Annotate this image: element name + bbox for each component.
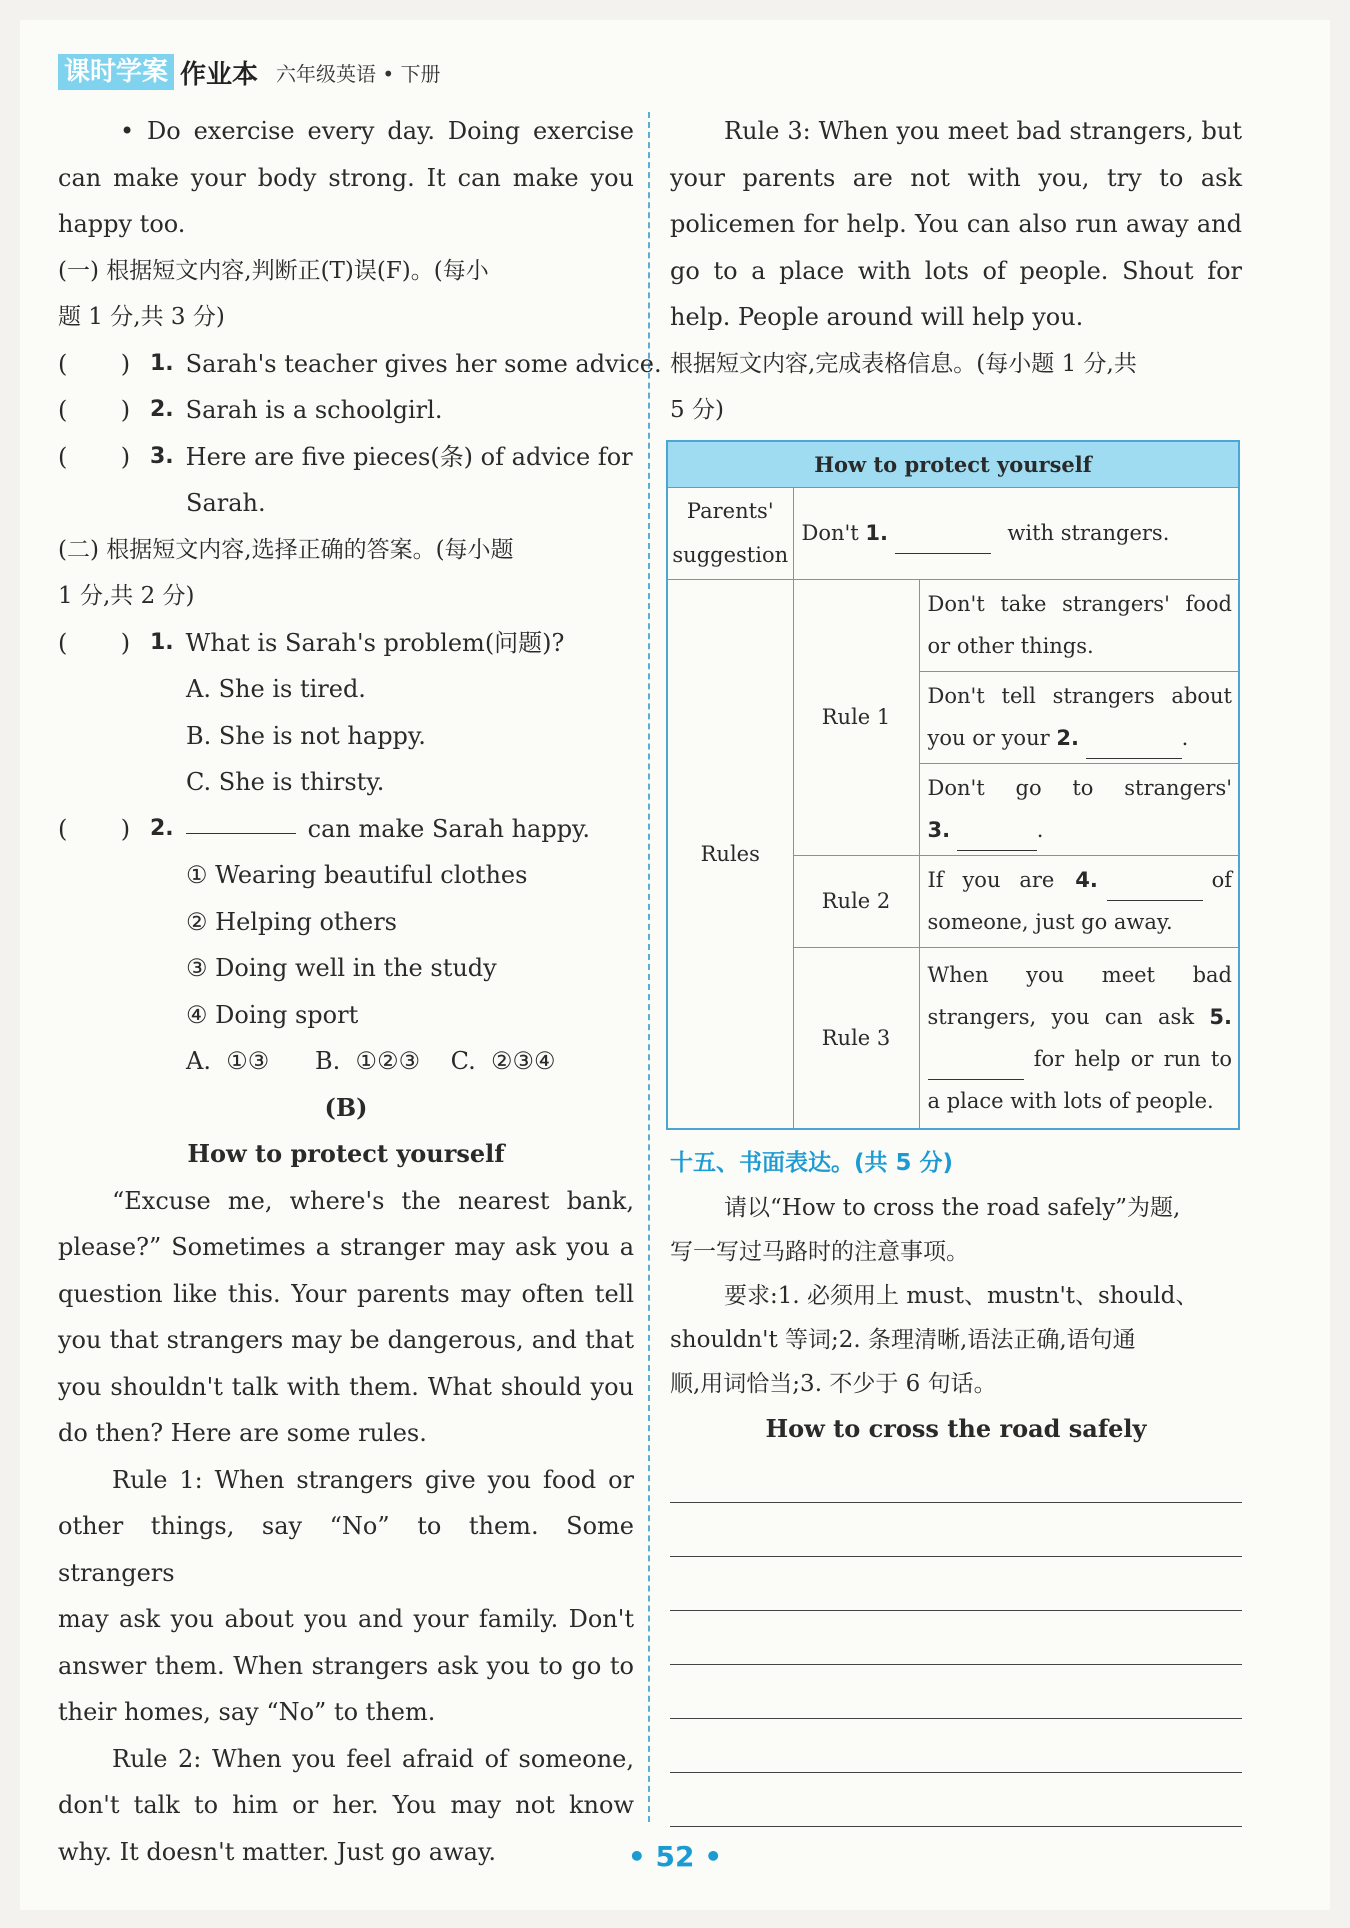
blank-number: 5. xyxy=(1209,1004,1232,1029)
passage-line: policemen for help. You can also run away and xyxy=(670,210,1242,238)
passage-line: their homes, say “No” to them. xyxy=(58,1698,436,1726)
passage-line: don't talk to him or her. You may not know xyxy=(58,1791,634,1819)
option: C. She is thirsty. xyxy=(186,768,385,796)
question-number: 1. xyxy=(150,629,174,655)
text-line: happy too. xyxy=(58,210,186,238)
option: ③ Doing well in the study xyxy=(186,954,497,982)
writing-requirement: shouldn't 等词;2. 条理清晰,语法正确,语句通 xyxy=(670,1327,1136,1353)
question-text: Here are five pieces(条) of advice for xyxy=(185,442,633,471)
cell-text: Don't tell strangers about you or your xyxy=(927,684,1232,750)
rule-1b-cell: Don't tell strangers about you or your 2. . xyxy=(919,671,1239,763)
section-heading: 题 1 分,共 3 分) xyxy=(58,304,225,330)
cell-text: If you are xyxy=(927,868,1055,892)
passage-line: you shouldn't talk with them. What should you xyxy=(58,1372,634,1401)
workbook-label: 作业本 xyxy=(180,59,259,90)
answer-blank[interactable] xyxy=(186,806,296,834)
writing-requirement: 要求:1. 必须用上 must、mustn't、should、 xyxy=(724,1283,1199,1309)
writing-line[interactable] xyxy=(670,1502,1242,1503)
writing-line[interactable] xyxy=(670,1664,1242,1665)
cell-text: Don't go to strangers' xyxy=(927,776,1232,800)
question-text-cont: Sarah. xyxy=(186,489,266,517)
text-line: • Do exercise every day. Doing exercise xyxy=(120,117,634,145)
option: A. She is tired. xyxy=(186,675,366,703)
passage-line: Rule 3: When you meet bad strangers, but xyxy=(724,117,1242,145)
question-text: What is Sarah's problem(问题)? xyxy=(185,628,565,657)
instruction: 5 分) xyxy=(670,397,724,423)
passage-line: question like this. Your parents may often tell xyxy=(58,1279,634,1308)
passage-line: “Excuse me, where's the nearest bank, xyxy=(112,1186,634,1215)
text-line: can make your body strong. It can make you xyxy=(58,163,634,192)
rule-3-cell xyxy=(919,947,1239,1129)
writing-line[interactable] xyxy=(670,1826,1242,1827)
question-number: 2. xyxy=(150,815,174,841)
part-label: (B) xyxy=(324,1092,368,1122)
rule-1c-cell: Don't go to strangers' 3. . xyxy=(919,763,1239,855)
header xyxy=(58,52,441,92)
answer-blank[interactable] xyxy=(928,1056,1024,1080)
question-number: 1. xyxy=(150,350,174,376)
question-number: 2. xyxy=(150,397,174,422)
question-text: Sarah is a schoolgirl. xyxy=(185,396,443,424)
blank-number: 4. xyxy=(1075,868,1098,892)
passage-title: How to protect yourself xyxy=(187,1139,505,1168)
option: ④ Doing sport xyxy=(186,1000,359,1029)
tf-question-3 xyxy=(58,434,634,481)
passage-line: do then? Here are some rules. xyxy=(58,1419,427,1447)
instruction: 根据短文内容,完成表格信息。(每小题 1 分,共 xyxy=(670,350,1137,377)
tf-question-1 xyxy=(58,341,662,388)
writing-line[interactable] xyxy=(670,1718,1242,1719)
answer-blank[interactable] xyxy=(1086,735,1182,759)
blank-number: 2. xyxy=(1056,726,1079,750)
writing-requirement: 顺,用词恰当;3. 不少于 6 句话。 xyxy=(670,1371,997,1397)
rule-2-cell xyxy=(919,855,1239,947)
question-text: Sarah's teacher gives her some advice. xyxy=(185,349,662,378)
grade-label: 六年级英语 • 下册 xyxy=(276,61,441,86)
section-heading: (一) 根据短文内容,判断正(T)误(F)。(每小 xyxy=(58,257,489,284)
passage-line: please?” Sometimes a stranger may ask you a xyxy=(58,1233,634,1261)
rule-1-label: Rule 1 xyxy=(793,579,919,855)
cell-text: for help or run to a place with lots of people. xyxy=(927,1046,1232,1113)
answer-paren[interactable]: ( ) xyxy=(58,442,131,471)
left-column xyxy=(58,108,662,1875)
section-heading: (二) 根据短文内容,选择正确的答案。(每小题 xyxy=(58,536,514,563)
writing-section xyxy=(670,1140,1242,1452)
blank-number: 3. xyxy=(927,818,951,842)
writing-title: How to cross the road safely xyxy=(765,1414,1147,1443)
writing-instruction: 请以“How to cross the road safely”为题, xyxy=(724,1195,1181,1221)
right-column xyxy=(670,108,1242,434)
rule-2-label: Rule 2 xyxy=(793,855,919,947)
answer-paren[interactable]: ( ) xyxy=(58,396,131,424)
answer-blank[interactable] xyxy=(895,530,991,554)
passage-line: other things, say “No” to them. Some strangers xyxy=(58,1512,634,1587)
answer-paren[interactable]: ( ) xyxy=(58,814,131,843)
table-title: How to protect yourself xyxy=(667,441,1239,487)
cell-text: with strangers. xyxy=(1007,521,1170,545)
mc-question-1 xyxy=(58,620,634,667)
choices: A. ①③ B. ①②③ C. ②③④ xyxy=(186,1047,556,1075)
rules-table xyxy=(666,440,1240,1130)
cell-text: Don't xyxy=(801,521,859,545)
passage-line: answer them. When strangers ask you to go to xyxy=(58,1651,634,1680)
section-heading: 1 分,共 2 分) xyxy=(58,583,195,609)
writing-line[interactable] xyxy=(670,1772,1242,1773)
passage-line: may ask you about you and your family. Don't xyxy=(58,1605,634,1633)
rule-1a-cell: Don't take strangers' food or other things. xyxy=(919,579,1239,671)
answer-blank[interactable] xyxy=(1107,877,1203,901)
question-number: 3. xyxy=(150,443,174,469)
passage-line: why. It doesn't matter. Just go away. xyxy=(58,1837,496,1866)
passage-line: you that strangers may be dangerous, and that xyxy=(58,1326,634,1354)
cell-text: When you meet bad strangers, you can ask xyxy=(927,962,1232,1029)
blank-number: 1. xyxy=(865,521,888,545)
writing-instruction: 写一写过马路时的注意事项。 xyxy=(670,1239,969,1265)
mc-question-2 xyxy=(58,806,634,853)
answer-paren[interactable]: ( ) xyxy=(58,349,131,378)
question-text: can make Sarah happy. xyxy=(307,814,591,843)
option: ② Helping others xyxy=(186,907,397,936)
cell-text: of someone, just go away. xyxy=(927,868,1232,934)
rule-3-label: Rule 3 xyxy=(793,947,919,1129)
option: ① Wearing beautiful clothes xyxy=(186,861,528,889)
page-number: • 52 • xyxy=(627,1840,723,1873)
section-15-title: 十五、书面表达。(共 5 分) xyxy=(670,1150,954,1176)
brand-label: 课时学案 xyxy=(58,54,174,90)
passage-line: go to a place with lots of people. Shout for xyxy=(670,256,1242,285)
answer-paren[interactable]: ( ) xyxy=(58,628,131,657)
passage-line: help. People around will help you. xyxy=(670,303,1084,331)
passage-line: your parents are not with you, try to ask xyxy=(670,163,1242,192)
option: B. She is not happy. xyxy=(186,721,426,750)
answer-blank[interactable] xyxy=(957,827,1037,851)
passage-line: Rule 2: When you feel afraid of someone, xyxy=(112,1744,634,1773)
passage-line: Rule 1: When strangers give you food or xyxy=(112,1465,634,1494)
writing-line[interactable] xyxy=(670,1610,1242,1611)
parents-cell xyxy=(793,487,1239,579)
rules-label: Rules xyxy=(667,579,793,1129)
parents-label: Parents' suggestion xyxy=(667,487,793,579)
tf-question-2 xyxy=(58,387,634,434)
writing-line[interactable] xyxy=(670,1556,1242,1557)
